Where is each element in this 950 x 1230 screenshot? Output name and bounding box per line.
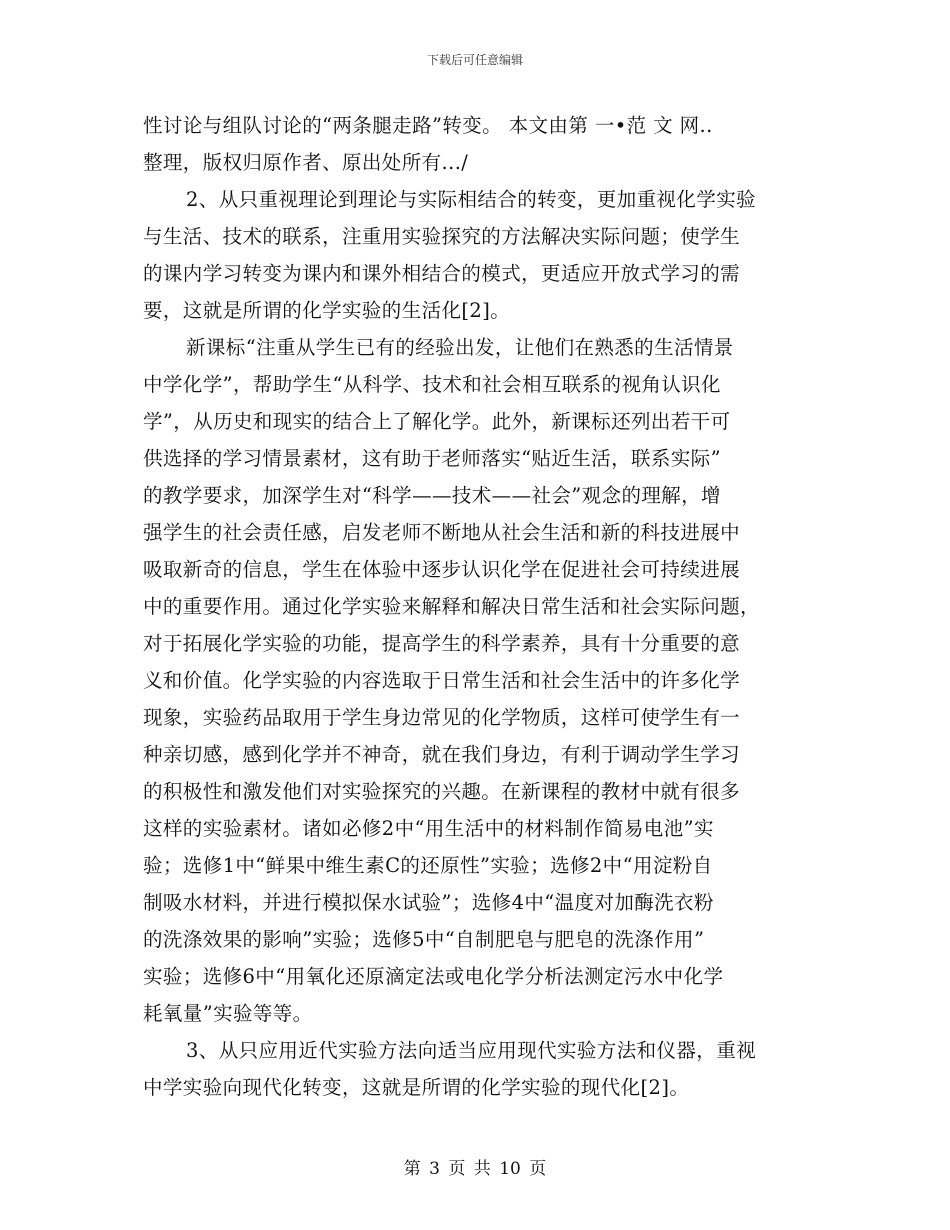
text-line: 供选择的学习情景素材，这有助于老师落实“贴近生活，联系实际” xyxy=(143,447,721,470)
text-line: 的积极性和激发他们对实验探究的兴趣。在新课程的教材中就有很多 xyxy=(143,780,741,803)
page-header: 下载后可任意编辑 xyxy=(426,53,523,67)
text-line: 与生活、技术的联系，注重用实验探究的方法解决实际问题；使学生 xyxy=(143,225,741,248)
text-line: 强学生的社会责任感，启发老师不断地从社会生活和新的科技进展中 xyxy=(143,521,741,544)
text-line: 制吸水材料，并进行模拟保水试验”；选修4中“温度对加酶洗衣粉 xyxy=(143,891,714,914)
text-line: 的教学要求，加深学生对“科学——技术——社会”观念的理解，增 xyxy=(143,484,721,507)
text-line: 的课内学习转变为课内和课外相结合的模式，更适应开放式学习的需 xyxy=(143,262,741,285)
text-line: 中的重要作用。通过化学实验来解释和解决日常生活和社会实际问题， xyxy=(143,595,760,618)
text-line: 中学化学”，帮助学生“从科学、技术和社会相互联系的视角认识化 xyxy=(143,373,721,396)
text-line: 验；选修1中“鲜果中维生素C的还原性”实验；选修2中“用淀粉自 xyxy=(143,854,713,877)
text-line: 实验；选修6中“用氧化还原滴定法或电化学分析法测定污水中化学 xyxy=(143,965,724,988)
text-line: 吸取新奇的信息，学生在体验中逐步认识化学在促进社会可持续进展 xyxy=(143,558,741,581)
text-line: 中学实验向现代化转变，这就是所谓的化学实验的现代化[2]。 xyxy=(143,1076,690,1099)
document-body xyxy=(143,108,811,1106)
text-line: 现象，实验药品取用于学生身边常见的化学物质，这样可使学生有一 xyxy=(143,706,741,729)
text-line: 耗氧量”实验等等。 xyxy=(143,1002,313,1025)
paragraph-first-line: 2、从只重视理论到理论与实际相结合的转变，更加重视化学实验 xyxy=(186,188,757,211)
paragraph-first-line: 3、从只应用近代实验方法向适当应用现代实验方法和仪器，重视 xyxy=(186,1039,757,1062)
text-line: 性讨论与组队讨论的“两条腿走路”转变。 本文由第 一•范 文 网.. xyxy=(143,114,713,137)
text-line: 学”，从历史和现实的结合上了解化学。此外，新课标还列出若干可 xyxy=(143,410,731,433)
paragraph-first-line: 新课标“注重从学生已有的经验出发，让他们在熟悉的生活情景 xyxy=(186,336,734,359)
text-line: 义和价值。化学实验的内容选取于日常生活和社会生活中的许多化学 xyxy=(143,669,741,692)
page-number-footer: 第 3 页 共 10 页 xyxy=(403,1159,547,1179)
text-line: 对于拓展化学实验的功能，提高学生的科学素养，具有十分重要的意 xyxy=(143,632,741,655)
text-line: 这样的实验素材。诸如必修2中“用生活中的材料制作简易电池”实 xyxy=(143,817,714,840)
text-line: 的洗涤效果的影响”实验；选修5中“自制肥皂与肥皂的洗涤作用” xyxy=(143,928,705,951)
text-line: 种亲切感，感到化学并不神奇，就在我们身边，有利于调动学生学习 xyxy=(143,743,741,766)
text-line: 整理，版权归原作者、原出处所有.../ xyxy=(143,151,469,174)
text-line: 要，这就是所谓的化学实验的生活化[2]。 xyxy=(143,299,511,322)
